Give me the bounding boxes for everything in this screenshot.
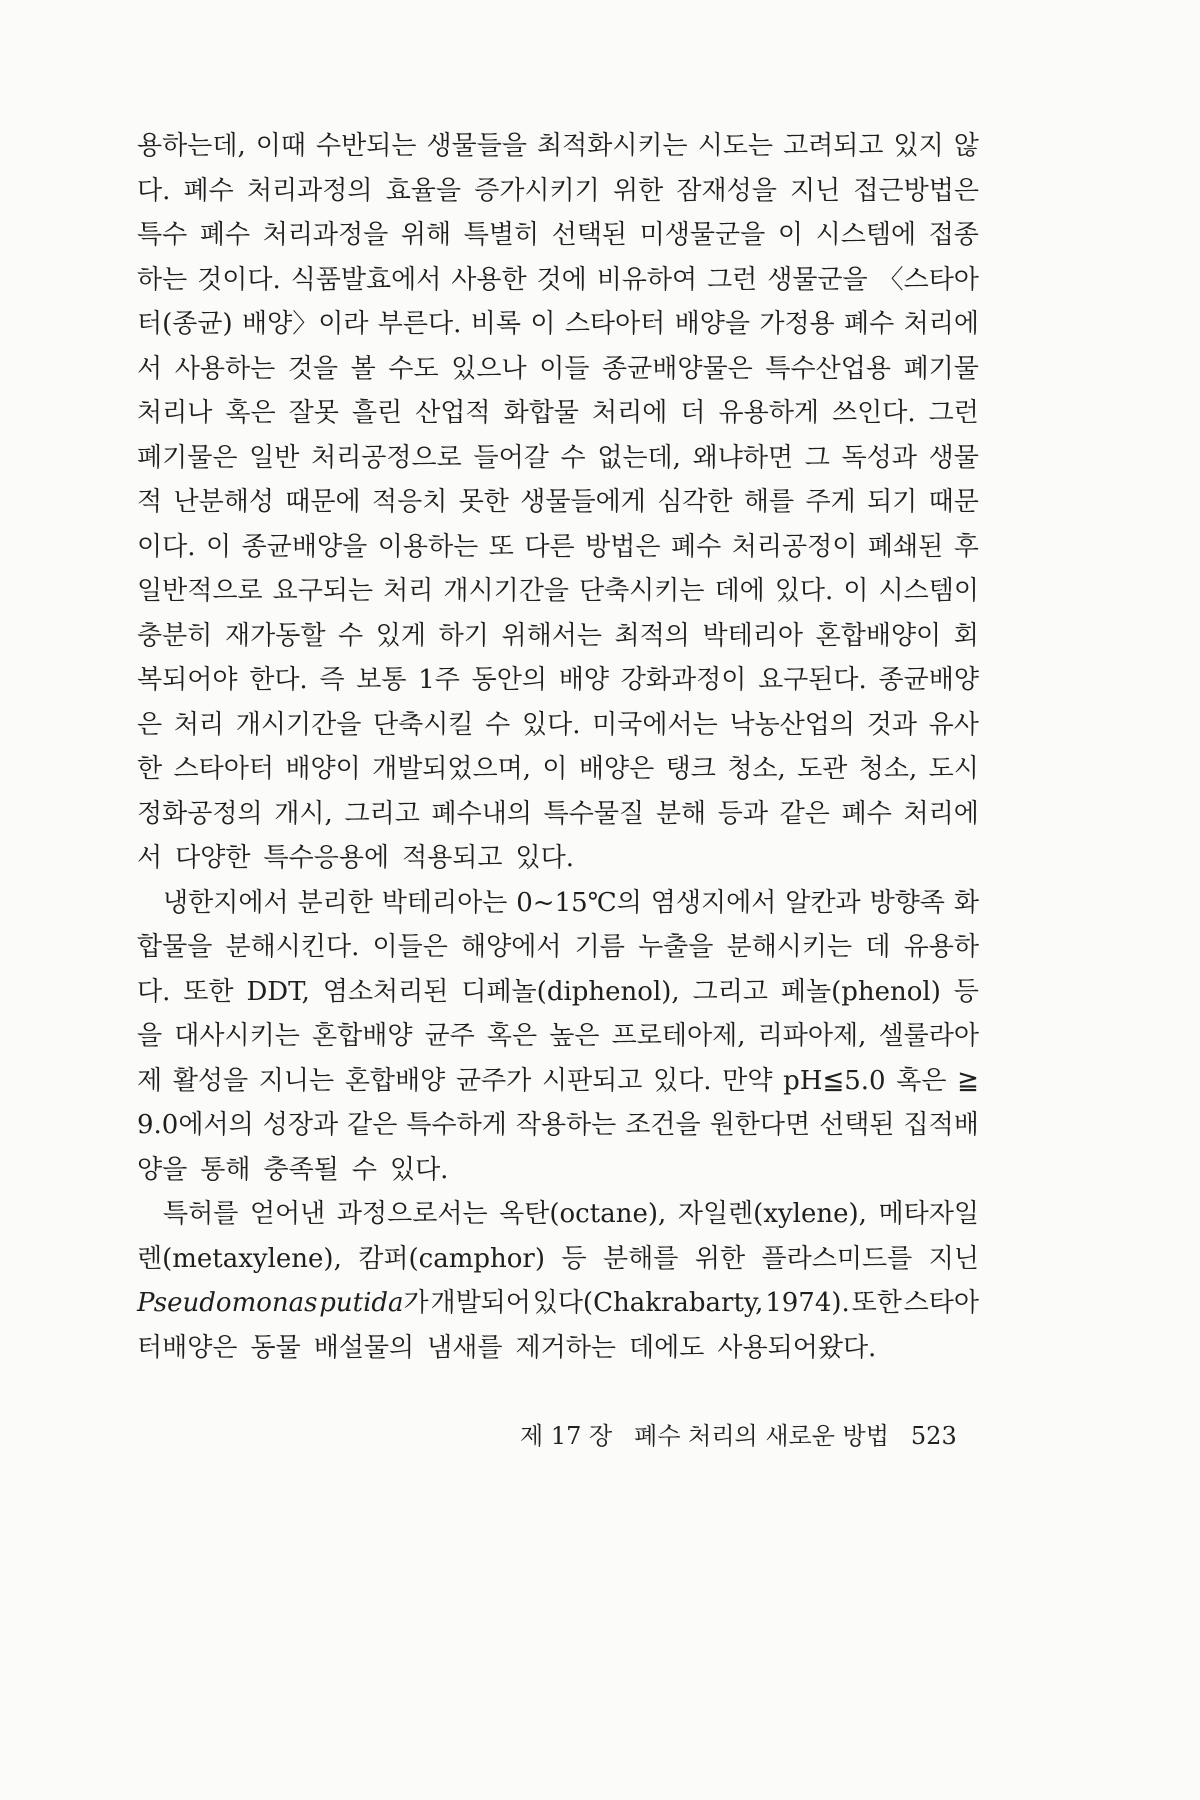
text-line: 특수 폐수 처리과정을 위해 특별히 선택된 미생물군을 이 시스템에 접종	[137, 220, 979, 250]
text-line: 을 대사시키는 혼합배양 균주 혹은 높은 프로테아제, 리파아제, 셀룰라아	[137, 1021, 979, 1051]
text-line: 적 난분해성 때문에 적응치 못한 생물들에게 심각한 해를 주게 되기 때문	[137, 487, 979, 517]
text-line: 일반적으로 요구되는 처리 개시기간을 단축시키는 데에 있다. 이 시스템이	[137, 576, 979, 606]
text-line: 정화공정의 개시, 그리고 폐수내의 특수물질 분해 등과 같은 폐수 처리에	[137, 798, 979, 829]
paragraph	[137, 881, 979, 1193]
text-line: 폐기물은 일반 처리공정으로 들어갈 수 없는데, 왜냐하면 그 독성과 생물	[137, 442, 979, 473]
chapter-title: 폐수 처리의 새로운 방법	[634, 1422, 889, 1450]
text-line: 양을 통해 충족될 수 있다.	[137, 1154, 449, 1185]
text-line: 제 활성을 지니는 혼합배양 균주가 시판되고 있다. 만약 pH≦5.0 혹은 ≧	[137, 1065, 979, 1096]
running-footer	[520, 1416, 980, 1456]
text-line: 용하는데, 이때 수반되는 생물들을 최적화시키는 시도는 고려되고 있지 않	[137, 131, 979, 161]
text-line: 터배양은 동물 배설물의 냄새를 제거하는 데에도 사용되어왔다.	[137, 1332, 877, 1363]
text-line: Pseudomonas putida가 개발되어 있다(Chakrabarty, 1974). 또한 스타아	[137, 1288, 979, 1318]
text-line: 충분히 재가동할 수 있게 하기 위해서는 최적의 박테리아 혼합배양이 회	[137, 620, 979, 651]
text-line: 렌(metaxylene), 캄퍼(camphor) 등 분해를 위한 플라스미드를 지닌	[137, 1243, 979, 1274]
text-line: 다. 또한 DDT, 염소처리된 디페놀(diphenol), 그리고 페놀(phenol) 등	[137, 976, 979, 1007]
paragraph	[137, 124, 979, 881]
text-line: 서 다양한 특수응용에 적용되고 있다.	[137, 843, 575, 873]
text-line: 터(종균) 배양〉이라 부른다. 비록 이 스타아터 배양을 가정용 폐수 처리에	[137, 309, 979, 339]
chapter-number: 제 17 장	[520, 1422, 613, 1450]
text-line: 처리나 혹은 잘못 흘린 산업적 화합물 처리에 더 유용하게 쓰인다. 그런	[137, 398, 979, 428]
text-line: 서 사용하는 것을 볼 수도 있으나 이들 종균배양물은 특수산업용 폐기물	[137, 353, 979, 384]
body-text	[137, 124, 979, 1370]
text-line: 한 스타아터 배양이 개발되었으며, 이 배양은 탱크 청소, 도관 청소, 도시	[137, 754, 979, 784]
text-line: 냉한지에서 분리한 박테리아는 0~15℃의 염생지에서 알칸과 방향족 화	[163, 887, 979, 918]
paragraph	[137, 1192, 979, 1370]
text-line: 복되어야 한다. 즉 보통 1주 동안의 배양 강화과정이 요구된다. 종균배양	[137, 665, 979, 695]
text-line: 은 처리 개시기간을 단축시킬 수 있다. 미국에서는 낙농산업의 것과 유사	[137, 709, 979, 740]
text-line: 이다. 이 종균배양을 이용하는 또 다른 방법은 폐수 처리공정이 폐쇄된 후	[137, 531, 979, 562]
page-number: 523	[910, 1422, 957, 1450]
text-line: 9.0에서의 성장과 같은 특수하게 작용하는 조건을 원한다면 선택된 집적배	[137, 1110, 979, 1140]
text-line: 합물을 분해시킨다. 이들은 해양에서 기름 누출을 분해시키는 데 유용하	[137, 932, 979, 962]
text-line: 특허를 얻어낸 과정으로서는 옥탄(octane), 자일렌(xylene), 메타자일	[163, 1199, 979, 1229]
text-line: 다. 폐수 처리과정의 효율을 증가시키기 위한 잠재성을 지닌 접근방법은	[137, 175, 979, 206]
text-line: 하는 것이다. 식품발효에서 사용한 것에 비유하여 그런 생물군을 〈스타아	[137, 264, 979, 295]
